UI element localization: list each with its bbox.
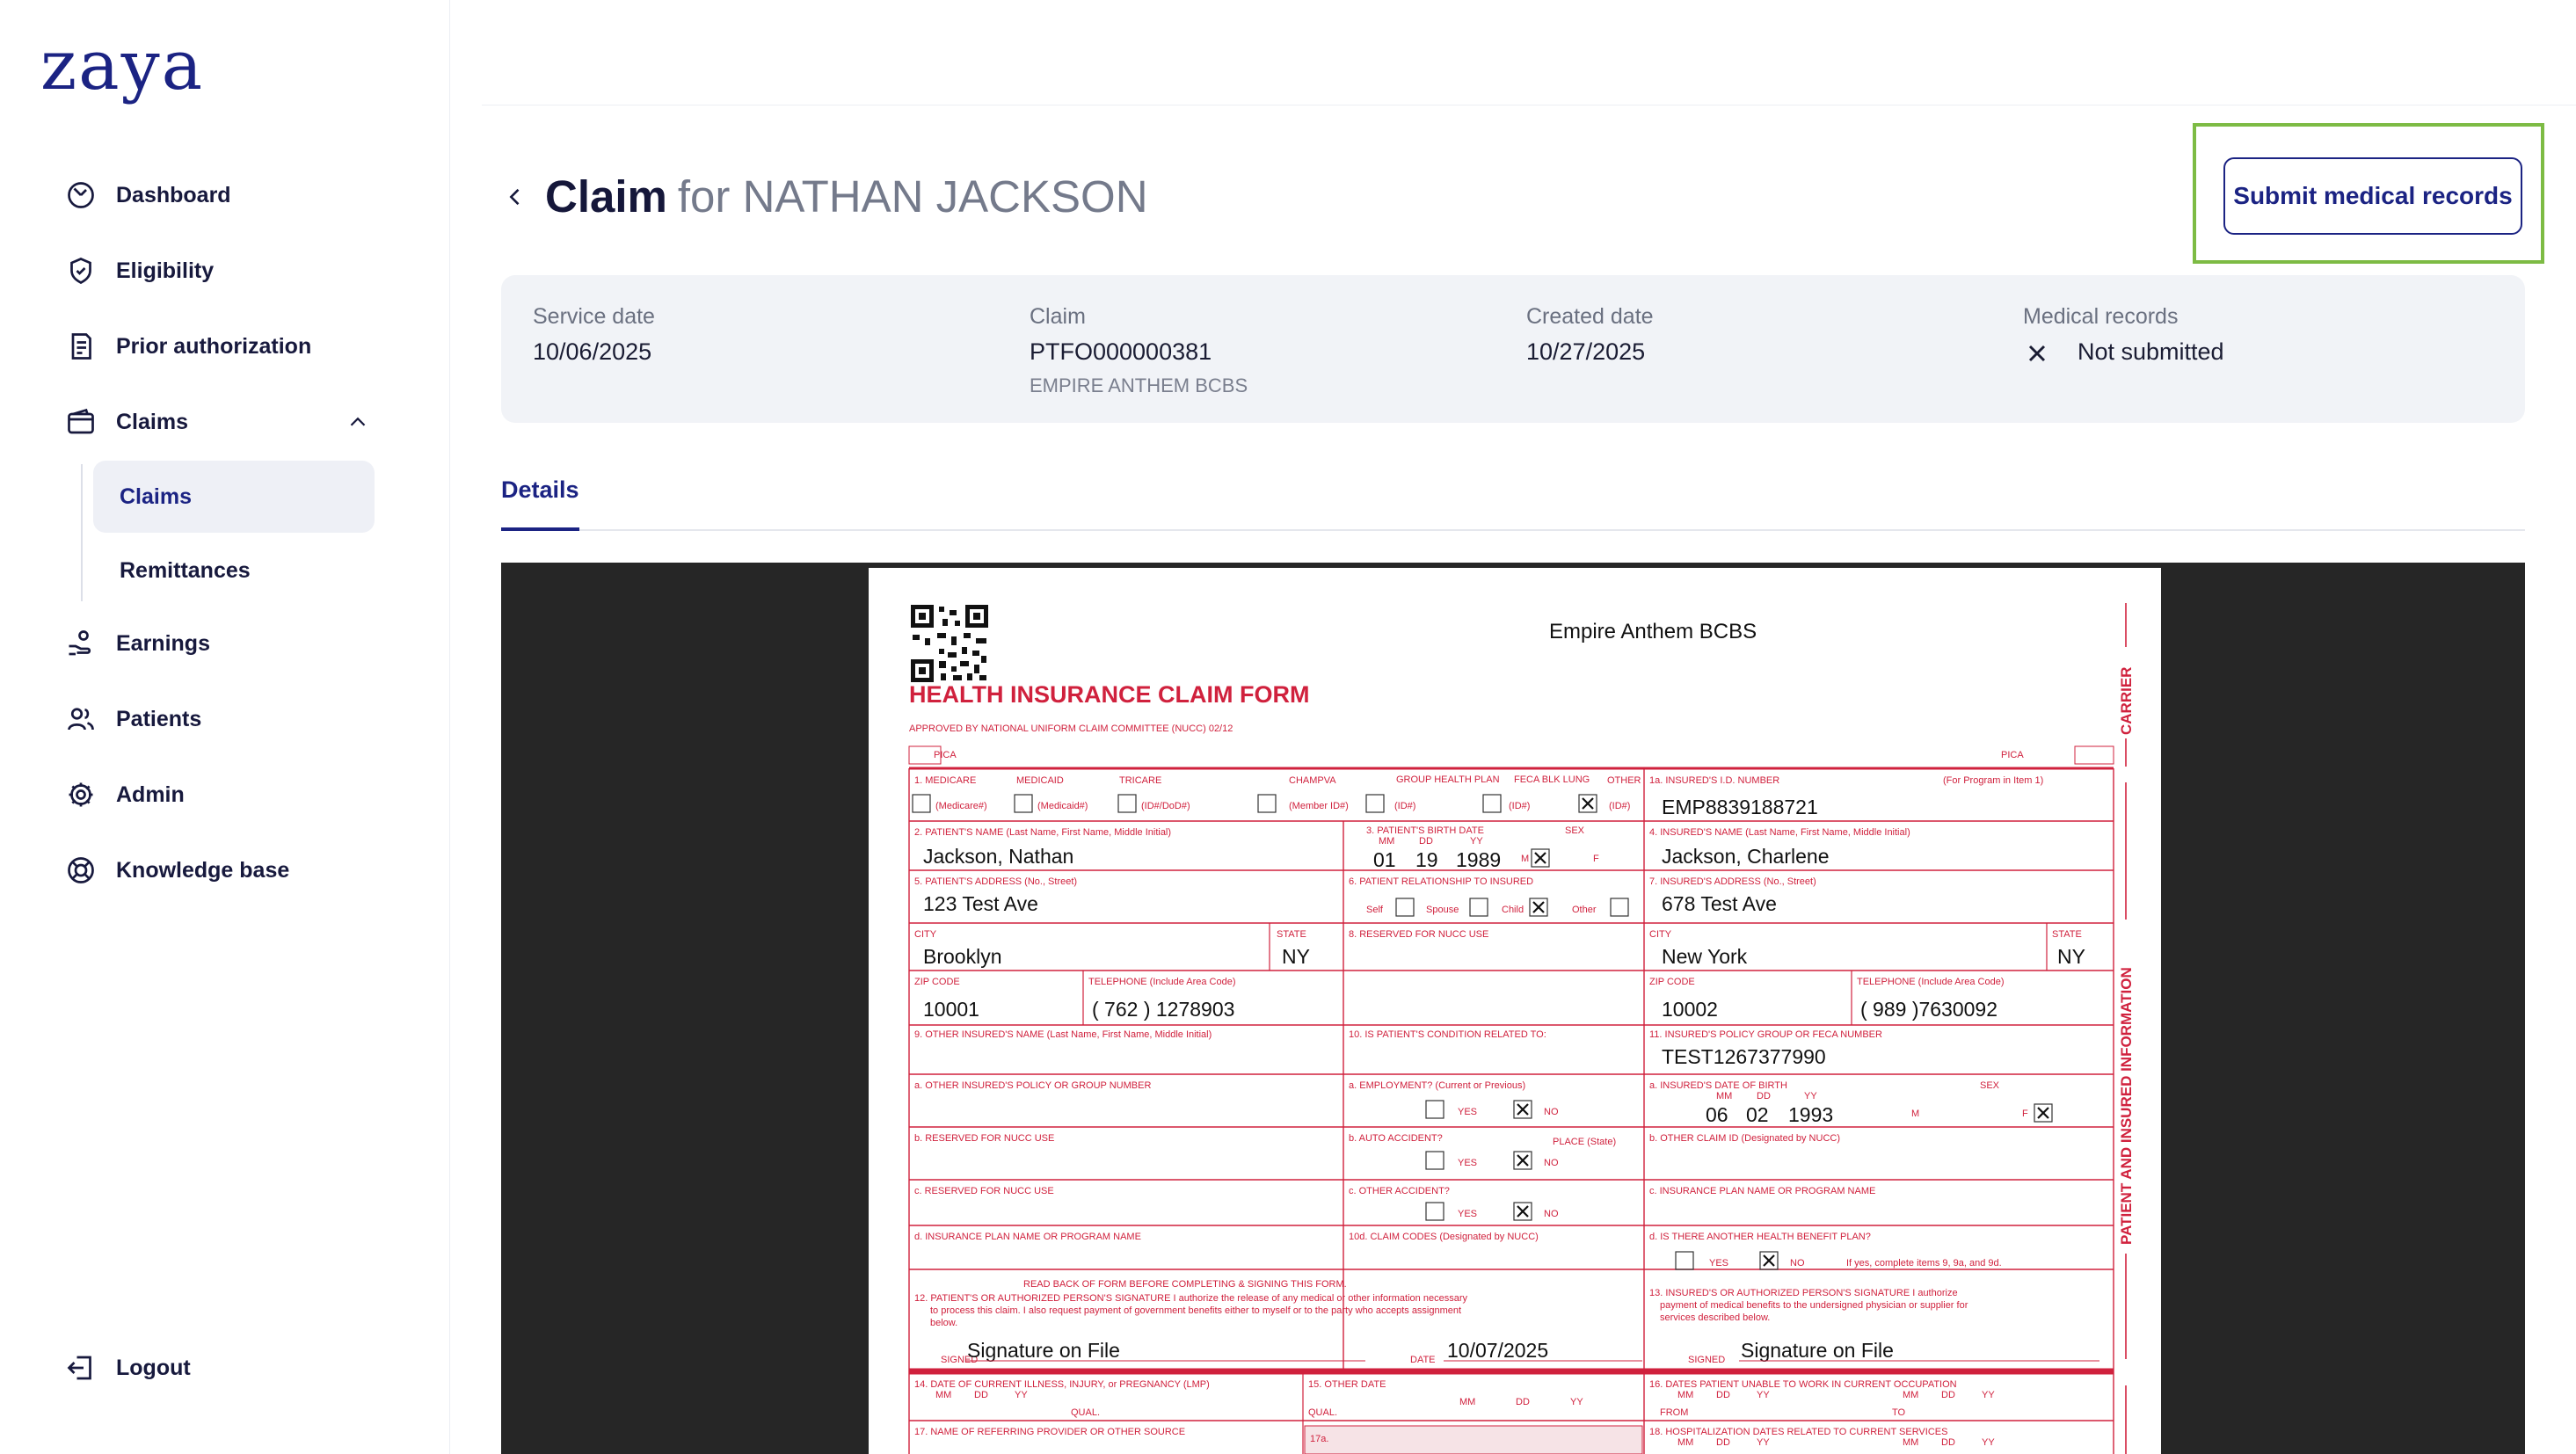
nav-earnings[interactable] <box>65 619 210 668</box>
chevron-up-icon[interactable] <box>345 409 371 435</box>
form-label: YY <box>1982 1437 1995 1448</box>
checkbox <box>1396 898 1414 916</box>
claim-summary-card <box>501 275 2525 423</box>
form-label: STATE <box>2052 929 2082 940</box>
check-x-icon <box>1583 798 1593 809</box>
pica-right: PICA <box>2001 750 2024 760</box>
chevron-left-icon <box>503 185 528 209</box>
form-label: YY <box>1982 1390 1995 1400</box>
nav-patients[interactable] <box>65 694 201 744</box>
birth-mm: 01 <box>1373 848 1396 871</box>
policy-group: TEST1267377990 <box>1662 1045 1826 1068</box>
form-label: 14. DATE OF CURRENT ILLNESS, INJURY, or PREGNANCY (LMP) <box>914 1379 1210 1390</box>
summary-medical-records <box>2023 300 2224 370</box>
form-label: 7. INSURED'S ADDRESS (No., Street) <box>1649 876 1816 887</box>
form-label: Other <box>1572 905 1597 915</box>
form-label: b. OTHER CLAIM ID (Designated by NUCC) <box>1649 1133 1840 1144</box>
signature-date: 10/07/2025 <box>1447 1339 1549 1362</box>
form-label: DD <box>1941 1390 1955 1400</box>
form-label: DD <box>1941 1437 1955 1448</box>
nav-label: Logout <box>116 1355 191 1380</box>
check-x-icon <box>1764 1255 1774 1266</box>
checkbox <box>1426 1101 1444 1118</box>
form-label: F <box>1593 854 1599 864</box>
form-label: QUAL. <box>1308 1407 1338 1418</box>
page-title-patient: for NATHAN JACKSON <box>677 171 1148 222</box>
document-icon <box>65 331 97 362</box>
form-label: TO <box>1892 1407 1906 1418</box>
form-label: SIGNED <box>941 1355 979 1365</box>
field-17a <box>1305 1426 1642 1454</box>
checkbox <box>913 795 930 812</box>
nav-prior-authorization[interactable] <box>65 322 311 371</box>
form-label: d. INSURANCE PLAN NAME OR PROGRAM NAME <box>914 1232 1141 1242</box>
medical-records-label: Medical records <box>2023 304 2179 329</box>
patient-signature: Signature on File <box>967 1339 1120 1362</box>
nav-claims[interactable] <box>65 397 188 447</box>
checkbox <box>1676 1252 1693 1269</box>
carrier-name: Empire Anthem BCBS <box>1549 620 1757 643</box>
gear-icon <box>65 779 97 811</box>
pica-box-right <box>2075 746 2114 764</box>
form-label: YY <box>1804 1091 1817 1101</box>
form-label: 11. INSURED'S POLICY GROUP OR FECA NUMBER <box>1649 1029 1882 1040</box>
dashboard-icon <box>65 179 97 211</box>
summary-claim <box>1030 300 1248 402</box>
nav-logout[interactable] <box>65 1343 191 1392</box>
form-label: TELEPHONE (Include Area Code) <box>1088 977 1236 987</box>
insured-dob-yy: 1993 <box>1788 1103 1834 1126</box>
qr-code-icon <box>911 605 988 682</box>
form-approval: APPROVED BY NATIONAL UNIFORM CLAIM COMMITTEE (NUCC) 02/12 <box>909 723 1233 734</box>
insured-name: Jackson, Charlene <box>1662 845 1830 868</box>
form-label: (ID#) <box>1394 801 1416 811</box>
form-label: NO <box>1790 1258 1805 1269</box>
back-button[interactable] <box>499 176 531 218</box>
patient-name: Jackson, Nathan <box>923 845 1074 868</box>
form-label: (ID#) <box>1509 801 1531 811</box>
nav-label: Dashboard <box>116 182 231 207</box>
insured-signature: Signature on File <box>1741 1339 1894 1362</box>
shield-check-icon <box>65 255 97 287</box>
form-label: DD <box>1716 1390 1730 1400</box>
patient-phone: ( 762 ) 1278903 <box>1092 998 1235 1021</box>
form-label: GROUP HEALTH PLAN <box>1396 774 1500 785</box>
form-label: DD <box>974 1390 988 1400</box>
form-label: FECA BLK LUNG <box>1514 774 1590 785</box>
form-label: MM <box>1379 836 1395 847</box>
form-label: 4. INSURED'S NAME (Last Name, First Name, Middle Initial) <box>1649 827 1910 838</box>
form-label: 12. PATIENT'S OR AUTHORIZED PERSON'S SIGNATURE I authorize the release of any medical or other information necessary <box>914 1293 1467 1304</box>
form-label: 16. DATES PATIENT UNABLE TO WORK IN CURRENT OCCUPATION <box>1649 1379 1957 1390</box>
page-title <box>545 165 1148 229</box>
created-date-label: Created date <box>1526 304 1654 329</box>
claim-form-page <box>869 568 2161 1454</box>
insured-state: NY <box>2057 945 2085 968</box>
check-x-icon <box>1517 1206 1528 1217</box>
form-label: NO <box>1544 1209 1559 1219</box>
nav-knowledge-base[interactable] <box>65 846 289 895</box>
checkbox <box>1426 1152 1444 1169</box>
nav-label: Patients <box>116 706 202 731</box>
form-label: QUAL. <box>1071 1407 1101 1418</box>
form-label: M <box>1521 854 1530 864</box>
form-label: b. AUTO ACCIDENT? <box>1349 1133 1443 1144</box>
check-x-icon <box>1533 902 1544 912</box>
patient-state: NY <box>1282 945 1310 968</box>
form-label: MM <box>1716 1091 1733 1101</box>
insured-dob-mm: 06 <box>1706 1103 1728 1126</box>
medical-records-status <box>2023 333 2224 370</box>
form-label: (ID#/DoD#) <box>1141 801 1190 811</box>
top-bar <box>482 0 2576 105</box>
form-label: to process this claim. I also request payment of government benefits either to myself or to the party who accepts assignment <box>930 1305 1462 1316</box>
form-label: DD <box>1716 1437 1730 1448</box>
form-label: 13. INSURED'S OR AUTHORIZED PERSON'S SIGNATURE I authorize <box>1649 1288 1958 1298</box>
form-label: 2. PATIENT'S NAME (Last Name, First Name, Middle Initial) <box>914 827 1172 838</box>
form-label: DD <box>1419 836 1433 847</box>
check-x-icon <box>2038 1108 2048 1118</box>
form-label: b. RESERVED FOR NUCC USE <box>914 1133 1055 1144</box>
nav-dashboard[interactable] <box>65 171 231 220</box>
form-label: 3. PATIENT'S BIRTH DATE <box>1366 825 1484 836</box>
form-label: OTHER <box>1607 775 1641 786</box>
insured-id: EMP8839188721 <box>1662 796 1818 818</box>
form-label: SEX <box>1565 825 1585 836</box>
form-label: below. <box>930 1318 958 1328</box>
birth-yy: 1989 <box>1456 848 1502 871</box>
form-label: 1. MEDICARE <box>914 775 977 786</box>
submit-medical-records-button[interactable]: Submit medical records <box>2223 157 2522 235</box>
form-label: d. IS THERE ANOTHER HEALTH BENEFIT PLAN? <box>1649 1232 1871 1242</box>
patient-zip: 10001 <box>923 998 979 1021</box>
users-icon <box>65 703 97 735</box>
summary-created-date <box>1526 300 1654 370</box>
check-x-icon <box>1517 1104 1528 1115</box>
service-date-value: 10/06/2025 <box>533 338 652 365</box>
created-date-value: 10/27/2025 <box>1526 338 1646 365</box>
form-label: MM <box>1903 1390 1919 1400</box>
form-label: Spouse <box>1426 905 1459 915</box>
checkbox <box>1426 1203 1444 1220</box>
insured-zip: 10002 <box>1662 998 1718 1021</box>
form-label: MEDICAID <box>1016 775 1064 786</box>
nav-label: Prior authorization <box>116 333 312 359</box>
medical-records-status-text: Not submitted <box>2078 338 2224 365</box>
form-label: STATE <box>1277 929 1306 940</box>
insured-address: 678 Test Ave <box>1662 892 1777 915</box>
side-label-carrier: CARRIER <box>2118 666 2135 735</box>
form-label: Child <box>1502 905 1524 915</box>
form-label: MM <box>1459 1397 1476 1407</box>
subnav-label: Remittances <box>120 557 251 583</box>
form-label: 10. IS PATIENT'S CONDITION RELATED TO: <box>1349 1029 1546 1040</box>
form-label: M <box>1911 1109 1920 1119</box>
form-label: YY <box>1570 1397 1583 1407</box>
form-label: PLACE (State) <box>1553 1137 1617 1147</box>
cms1500-form <box>869 568 2161 1454</box>
hand-coins-icon <box>65 628 97 659</box>
birth-dd: 19 <box>1415 848 1438 871</box>
form-label: DATE <box>1410 1355 1436 1365</box>
nav-eligibility[interactable] <box>65 246 214 295</box>
subnav-label: Claims <box>120 483 192 509</box>
subnav-remittances[interactable] <box>93 534 375 607</box>
form-label: MM <box>1677 1390 1694 1400</box>
form-label: MM <box>1677 1437 1694 1448</box>
checkbox <box>1015 795 1032 812</box>
form-label: YES <box>1458 1158 1478 1168</box>
form-title: HEALTH INSURANCE CLAIM FORM <box>909 681 1310 708</box>
form-label: 17a. <box>1310 1434 1329 1444</box>
form-label: SEX <box>1980 1080 2000 1091</box>
lifebuoy-icon <box>65 854 97 886</box>
form-label: NO <box>1544 1158 1559 1168</box>
form-label: CHAMPVA <box>1289 775 1336 786</box>
form-label: payment of medical benefits to the undersigned physician or supplier for <box>1660 1300 1968 1311</box>
nav-label: Claims <box>116 409 188 434</box>
form-label: YY <box>1470 836 1483 847</box>
summary-service-date <box>533 300 655 370</box>
document-viewer[interactable] <box>501 563 2525 1454</box>
form-label: TRICARE <box>1119 775 1162 786</box>
form-label: TELEPHONE (Include Area Code) <box>1857 977 2005 987</box>
form-label: 9. OTHER INSURED'S NAME (Last Name, First Name, Middle Initial) <box>914 1029 1212 1040</box>
form-label: 1a. INSURED'S I.D. NUMBER <box>1649 775 1780 786</box>
form-label: 6. PATIENT RELATIONSHIP TO INSURED <box>1349 876 1534 887</box>
nav-admin[interactable] <box>65 770 185 819</box>
form-label: a. INSURED'S DATE OF BIRTH <box>1649 1080 1787 1091</box>
form-label: c. INSURANCE PLAN NAME OR PROGRAM NAME <box>1649 1186 1876 1196</box>
read-back-notice: READ BACK OF FORM BEFORE COMPLETING & SIGNING THIS FORM. <box>1023 1279 1347 1290</box>
form-label: 8. RESERVED FOR NUCC USE <box>1349 929 1489 940</box>
insured-phone: ( 989 )7630092 <box>1860 998 1998 1021</box>
submenu-rail <box>81 464 83 601</box>
form-label: YY <box>1757 1390 1770 1400</box>
form-label: FROM <box>1660 1407 1689 1418</box>
form-label: a. EMPLOYMENT? (Current or Previous) <box>1349 1080 1526 1091</box>
wallet-icon <box>65 406 97 438</box>
nav-label: Knowledge base <box>116 857 290 883</box>
form-label: DD <box>1516 1397 1530 1407</box>
form-label: NO <box>1544 1107 1559 1117</box>
checkbox <box>1118 795 1136 812</box>
nav-label: Earnings <box>116 630 210 656</box>
form-label: 10d. CLAIM CODES (Designated by NUCC) <box>1349 1232 1539 1242</box>
nav-label: Admin <box>116 782 185 807</box>
form-label: YES <box>1458 1107 1478 1117</box>
checkbox <box>1611 898 1628 916</box>
payer-name: EMPIRE ANTHEM BCBS <box>1030 374 1248 396</box>
form-label: SIGNED <box>1688 1355 1726 1365</box>
sidebar <box>0 0 450 1454</box>
form-label: (Medicare#) <box>935 801 987 811</box>
form-label: c. RESERVED FOR NUCC USE <box>914 1186 1054 1196</box>
form-label: ZIP CODE <box>1649 977 1695 987</box>
tab-details[interactable]: Details <box>501 473 579 531</box>
form-label: (ID#) <box>1609 801 1631 811</box>
form-label: (Member ID#) <box>1289 801 1349 811</box>
claim-id: PTFO000000381 <box>1030 338 1212 365</box>
nav-label: Eligibility <box>116 258 215 283</box>
claim-label: Claim <box>1030 304 1086 329</box>
app-logo: zaya <box>40 26 205 105</box>
check-x-icon <box>1517 1155 1528 1166</box>
logout-icon <box>65 1352 97 1384</box>
form-label: c. OTHER ACCIDENT? <box>1349 1186 1450 1196</box>
form-label: 5. PATIENT'S ADDRESS (No., Street) <box>914 876 1078 887</box>
service-date-label: Service date <box>533 304 655 329</box>
form-label: Self <box>1366 905 1383 915</box>
insured-dob-dd: 02 <box>1746 1103 1769 1126</box>
form-label: YY <box>1015 1390 1028 1400</box>
form-label: DD <box>1757 1091 1771 1101</box>
check-x-icon <box>1535 853 1546 863</box>
form-label: MM <box>1903 1437 1919 1448</box>
form-label: CITY <box>1649 929 1672 940</box>
checkbox <box>1258 795 1276 812</box>
form-label: CITY <box>914 929 937 940</box>
form-label: a. OTHER INSURED'S POLICY OR GROUP NUMBER <box>914 1080 1152 1091</box>
page-title-main: Claim <box>545 171 667 222</box>
checkbox <box>1483 795 1501 812</box>
form-label: (Medicaid#) <box>1037 801 1088 811</box>
patient-city: Brooklyn <box>923 945 1002 968</box>
form-label: F <box>2022 1109 2028 1119</box>
form-label: ZIP CODE <box>914 977 960 987</box>
close-icon <box>2023 339 2051 367</box>
form-label: 18. HOSPITALIZATION DATES RELATED TO CURRENT SERVICES <box>1649 1427 1948 1437</box>
side-label-patient: PATIENT AND INSURED INFORMATION <box>2118 967 2135 1245</box>
insured-city: New York <box>1662 945 1748 968</box>
form-label: YES <box>1709 1258 1729 1269</box>
patient-address: 123 Test Ave <box>923 892 1038 915</box>
form-label: YY <box>1757 1437 1770 1448</box>
form-label: If yes, complete items 9, 9a, and 9d. <box>1846 1258 2002 1269</box>
tab-bar <box>501 473 2525 531</box>
form-label: 15. OTHER DATE <box>1308 1379 1386 1390</box>
form-label: services described below. <box>1660 1312 1771 1323</box>
form-label: YES <box>1458 1209 1478 1219</box>
form-label: 17. NAME OF REFERRING PROVIDER OR OTHER SOURCE <box>914 1427 1186 1437</box>
subnav-claims[interactable] <box>93 461 375 533</box>
checkbox <box>1366 795 1384 812</box>
pica-left: PICA <box>934 750 957 760</box>
checkbox <box>1470 898 1488 916</box>
form-label: (For Program in Item 1) <box>1943 775 2044 786</box>
form-label: MM <box>935 1390 952 1400</box>
